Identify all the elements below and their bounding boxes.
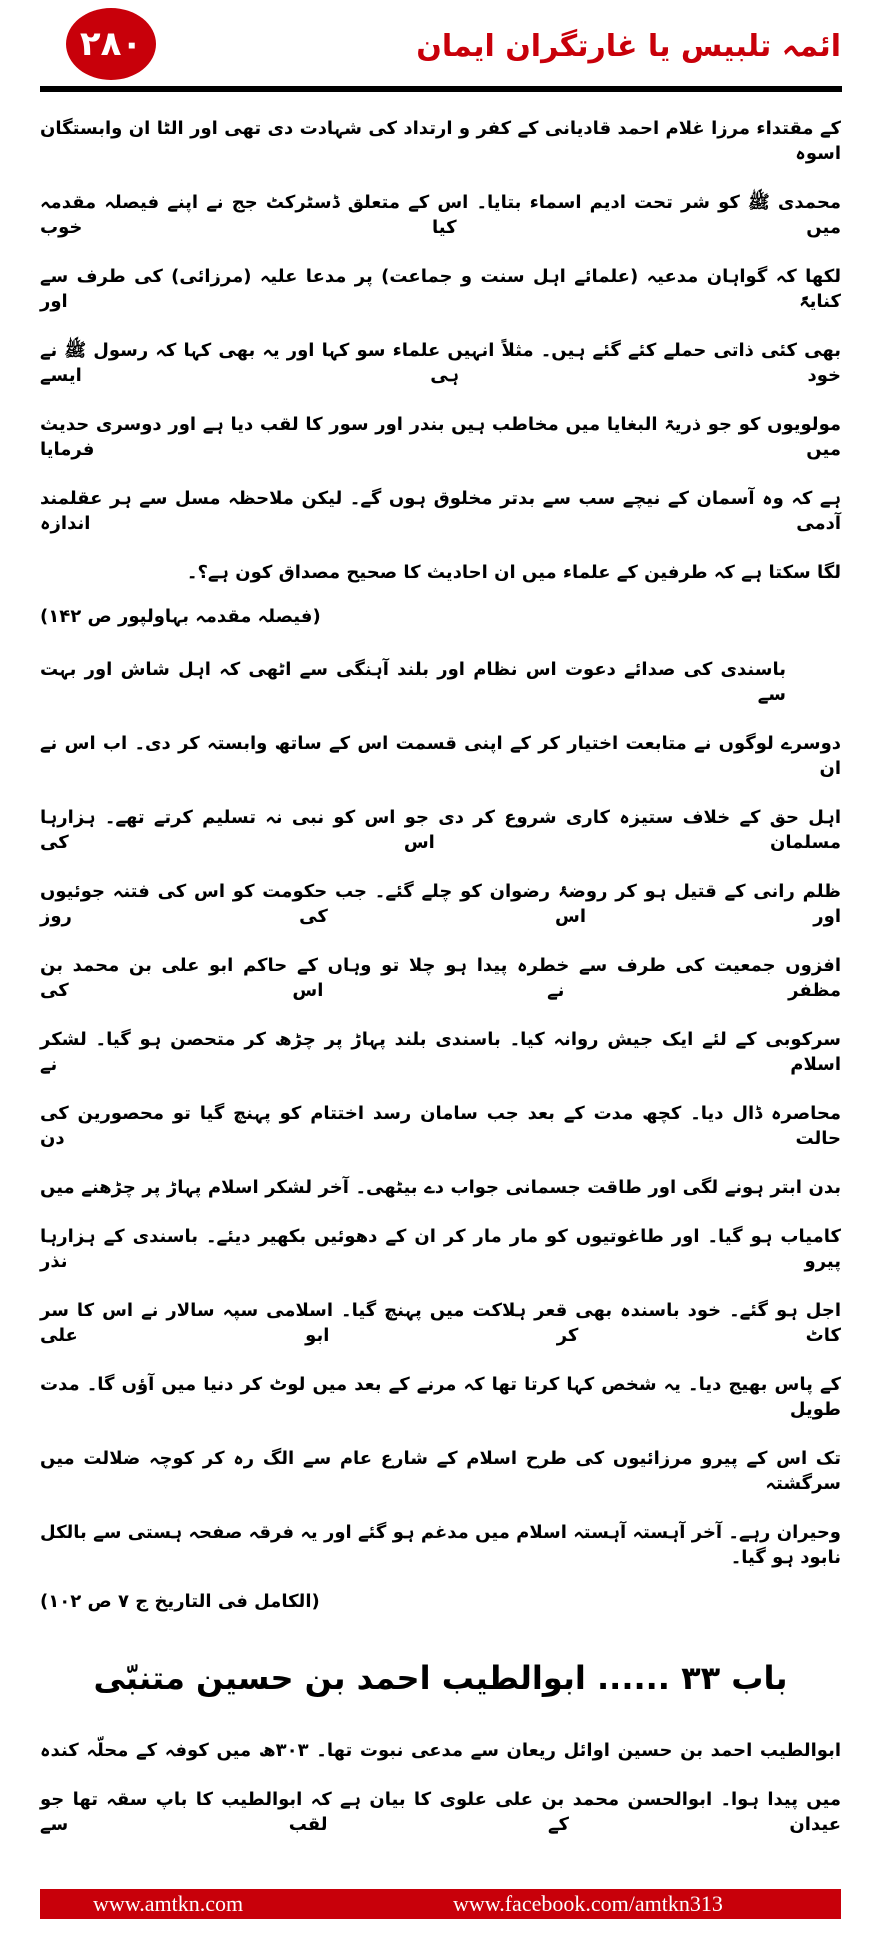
website-link[interactable]: www.amtkn.com — [93, 1891, 244, 1916]
footer-bar — [40, 1889, 841, 1919]
text-line: سرکوبی کے لئے ایک جیش روانہ کیا۔ باسندی بلند پہاڑ پر چڑھ کر متحصن ہو گیا۔ لشکر اسلام نے — [40, 1029, 841, 1075]
text-line: ظلم رانی کے قتیل ہو کر روضۂ رضوان کو چلے گئے۔ جب حکومت کو اس کی فتنہ جوئیوں اور اس کی روز — [40, 881, 841, 927]
text-line: ہے کہ وہ آسمان کے نیچے سب سے بدتر مخلوق ہوں گے۔ لیکن ملاحظہ مسل سے ہر عقلمند آدمی اندازہ — [40, 488, 841, 534]
book-title: ائمہ تلبیس یا غارتگران ایمان — [416, 29, 841, 64]
header-divider — [40, 86, 842, 92]
text-line: اہل حق کے خلاف ستیزہ کاری شروع کر دی جو اس کو نبی نہ تسلیم کرتے تھے۔ ہزارہا مسلمان اس کی — [40, 807, 841, 853]
page-number-badge: ۲۸۰ — [66, 8, 156, 80]
text-line: کے پاس بھیج دیا۔ یہ شخص کہا کرتا تھا کہ مرنے کے بعد میں لوٹ کر دنیا میں آؤں گا۔ مدت طویل — [40, 1374, 841, 1420]
facebook-link[interactable]: www.facebook.com/amtkn313 — [453, 1891, 723, 1916]
text-line: لگا سکتا ہے کہ طرفین کے علماء میں ان احادیث کا صحیح مصداق کون ہے؟۔ — [186, 562, 841, 583]
text-line: افزوں جمعیت کی طرف سے خطرہ پیدا ہو چلا تو وہاں کے حاکم ابو علی بن محمد بن مظفر نے اس کی — [40, 955, 841, 1001]
text-line: اجل ہو گئے۔ خود باسندہ بھی قعر ہلاکت میں پہنچ گیا۔ اسلامی سپہ سالار نے اس کا سر کاٹ کر ابو علی — [40, 1300, 841, 1346]
citation — [40, 597, 841, 637]
text-line: تک اس کے پیرو مرزائیوں کی طرح اسلام کے شارع عام سے الگ رہ کر کوچہ ضلالت میں سرگشتہ — [40, 1448, 841, 1494]
paragraph-2 — [40, 645, 841, 1582]
paragraph-3 — [40, 1726, 841, 1849]
text-line: کامیاب ہو گیا۔ اور طاغوتیوں کو مار مار کر ان کے دھوئیں بکھیر دیئے۔ باسندی کے ہزارہا پیرو نذر — [40, 1226, 841, 1272]
page-header — [0, 0, 881, 96]
paragraph-1 — [40, 104, 841, 597]
citation — [40, 1582, 841, 1622]
text-line: محاصرہ ڈال دیا۔ کچھ مدت کے بعد جب سامان رسد اختتام کو پہنچ گیا تو محصورین کی حالت دن — [40, 1103, 841, 1149]
chapter-heading: باب ۳۳ ...... ابوالطیب احمد بن حسین متنبّی — [93, 1659, 788, 1697]
text-line: باسندی کی صدائے دعوت اس نظام اور بلند آہنگی سے اٹھی کہ اہل شاش اور بہت سے — [40, 659, 786, 705]
page-body — [40, 104, 841, 1849]
text-line: وحیران رہے۔ آخر آہستہ آہستہ اسلام میں مدغم ہو گئے اور یہ فرقہ صفحہ ہستی سے بالکل نابود ہو گیا۔ — [40, 1522, 841, 1568]
text-line: محمدی ﷺ کو شر تحت ادیم اسماء بتایا۔ اس کے متعلق ڈسٹرکٹ جج نے اپنے فیصلہ مقدمہ میں کیا خوب — [40, 192, 841, 238]
text-line: دوسرے لوگوں نے متابعت اختیار کر کے اپنی قسمت اس کے ساتھ وابستہ کر دی۔ اب اس نے ان — [40, 733, 841, 779]
text-line: مولویوں کو جو ذریۃ البغایا میں مخاطب ہیں بندر اور سور کا لقب دیا ہے اور دوسری حدیث میں فرمایا — [40, 414, 841, 460]
text-line: ابوالطیب احمد بن حسین اوائل ریعان سے مدعی نبوت تھا۔ ۳۰۳ھ میں کوفہ کے محلّہ کندہ — [40, 1740, 841, 1761]
citation-text: (الکامل فی التاریخ ج ۷ ص ۱۰۲) — [40, 1591, 320, 1612]
text-line: بدن ابتر ہونے لگی اور طاقت جسمانی جواب دے بیٹھی۔ آخر لشکر اسلام پہاڑ پر چڑھنے میں — [40, 1177, 841, 1198]
text-line: بھی کئی ذاتی حملے کئے گئے ہیں۔ مثلاً انہیں علماء سو کہا اور یہ بھی کہا کہ رسول ﷺ نے خود ہی ایسے — [40, 340, 841, 386]
text-line: لکھا کہ گواہان مدعیہ (علمائے اہل سنت و جماعت) پر مدعا علیہ (مرزائی) کی طرف سے کنایۃً اور — [40, 266, 841, 312]
text-line: میں پیدا ہوا۔ ابوالحسن محمد بن علی علوی کا بیان ہے کہ ابوالطیب کا باپ سقہ تھا جو عیدان کے لقب سے — [40, 1789, 841, 1835]
text-line: کے مقتداء مرزا غلام احمد قادیانی کے کفر و ارتداد کی شہادت دی تھی اور الٹا ان وابستگان اسوہ — [40, 118, 841, 164]
citation-text: (فیصلہ مقدمہ بہاولپور ص ۱۴۲) — [40, 606, 321, 627]
